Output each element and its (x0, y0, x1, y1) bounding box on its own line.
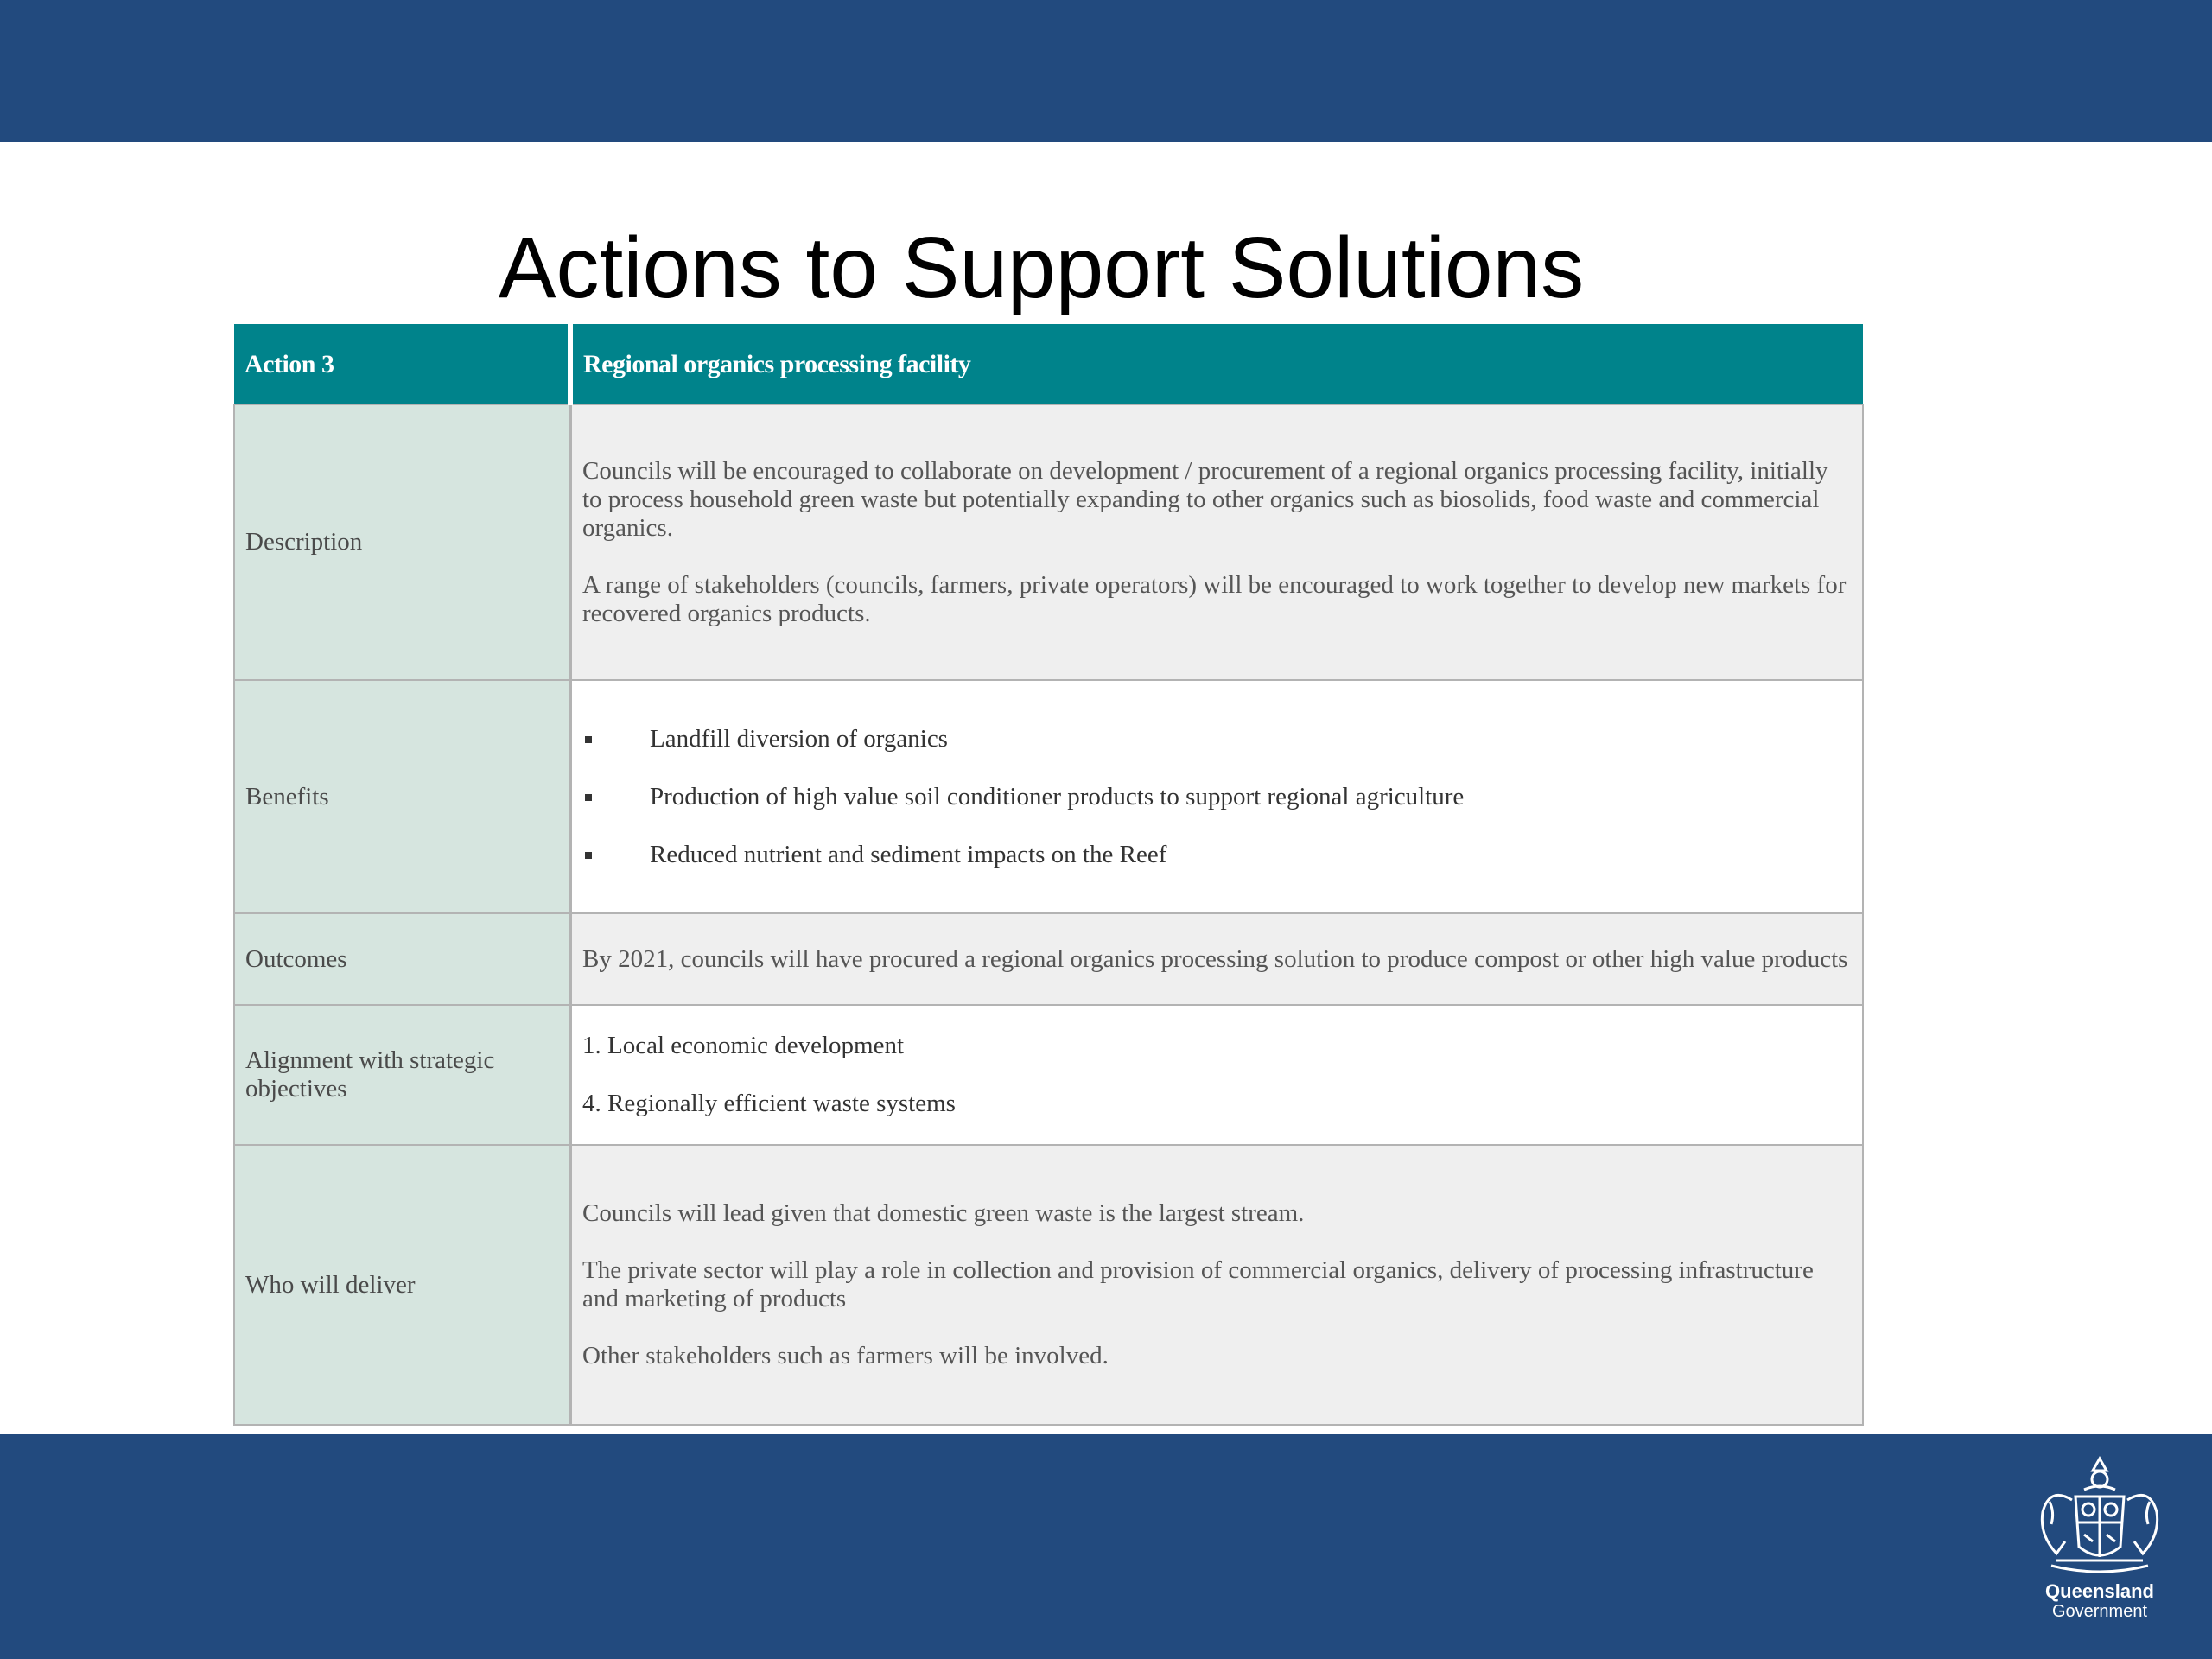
logo-name: Queensland (2045, 1580, 2154, 1602)
outcomes-text: By 2021, councils will have procured a regional organics processing solution to produce compost or other high value products (582, 944, 1848, 973)
description-row (234, 404, 1863, 680)
slide-title: Actions to Support Solutions (498, 219, 1585, 316)
square-bullet-icon (585, 852, 592, 859)
benefit-text: Production of high value soil conditioner products to support regional agriculture (650, 782, 1465, 810)
description-paragraph: A range of stakeholders (councils, farmers, private operators) will be encouraged to work together to develop new markets for recovered organics products. (582, 570, 1847, 627)
delivery-paragraph: The private sector will play a role in collection and provision of commercial organics, delivery of processing infrastructure and marketing of products (582, 1256, 1814, 1313)
delivery-row (234, 1145, 1863, 1425)
square-bullet-icon (585, 736, 592, 743)
action-number: Action 3 (234, 324, 570, 404)
action-table (233, 324, 1864, 1426)
benefit-text: Reduced nutrient and sediment impacts on the Reef (650, 840, 1167, 868)
list-item (582, 725, 1852, 753)
delivery-paragraph: Councils will lead given that domestic green waste is the largest stream. (582, 1199, 1305, 1227)
queensland-government-logo (2022, 1452, 2177, 1633)
top-banner (0, 0, 2212, 142)
benefit-text: Landfill diversion of organics (650, 724, 948, 753)
benefits-label: Benefits (234, 680, 570, 913)
description-paragraph: Councils will be encouraged to collaborate on development / procurement of a regional organics processing facility, initially to process household green waste but potentially expanding to other organics such as biosolids, food waste and commercial organics. (582, 456, 1828, 542)
alignment-row (234, 1005, 1863, 1145)
alignment-item: 1. Local economic development (582, 1032, 905, 1059)
benefits-row (234, 680, 1863, 913)
list-item (582, 783, 1852, 811)
delivery-cell (570, 1145, 1863, 1425)
list-item (582, 841, 1852, 869)
coat-of-arms-icon (2031, 1452, 2169, 1581)
delivery-paragraph: Other stakeholders such as farmers will be involved. (582, 1342, 1109, 1370)
square-bullet-icon (585, 794, 592, 801)
benefits-list (582, 725, 1852, 869)
description-cell (570, 404, 1863, 680)
action-name: Regional organics processing facility (570, 324, 1863, 404)
bottom-banner (0, 1434, 2212, 1659)
outcomes-cell (570, 913, 1863, 1005)
outcomes-label: Outcomes (234, 913, 570, 1005)
logo-subtitle: Government (2051, 1602, 2148, 1621)
outcomes-row (234, 913, 1863, 1005)
benefits-cell (570, 680, 1863, 913)
delivery-label: Who will deliver (234, 1145, 570, 1425)
alignment-cell (570, 1005, 1863, 1145)
description-label: Description (234, 404, 570, 680)
alignment-item: 4. Regionally efficient waste systems (582, 1090, 956, 1117)
table-header-row (234, 324, 1863, 404)
alignment-label: Alignment with strategic objectives (234, 1005, 570, 1145)
